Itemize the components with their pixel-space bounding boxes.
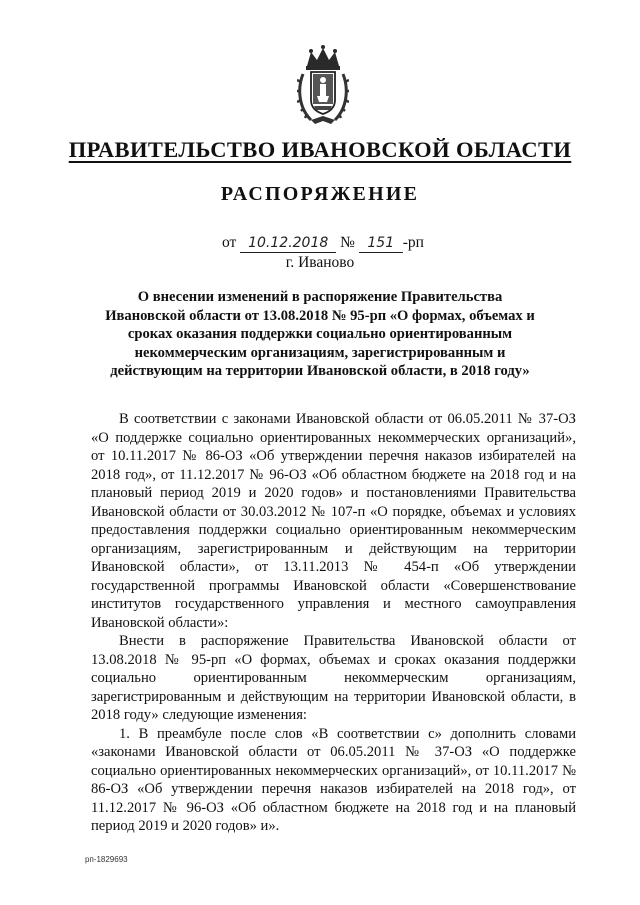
from-label: от	[222, 234, 237, 251]
order-date: 10.12.2018	[240, 235, 336, 253]
order-number: 151	[359, 235, 403, 253]
document-body	[91, 410, 576, 836]
body-paragraph: Внести в распоряжение Правительства Ивановской области от 13.08.2018 № 95-рп «О формах, объемах и сроках оказания поддержки социально ориентированным некоммерческим организациям, зарегистрированным и действующим на территории Ивановской области, в 2018 году» следующие изменения:	[91, 633, 576, 723]
government-title: ПРАВИТЕЛЬСТВО ИВАНОВСКОЙ ОБЛАСТИ	[68, 137, 572, 162]
document-subject: О внесении изменений в распоряжение Правительства Ивановской области от 13.08.2018 № 95-рп «О формах, объемах и сроках оказания поддержки социально ориентированным некоммерческим организациям, зарегистрированным и действующим на территории Ивановской области, в 2018 году»	[105, 289, 535, 380]
city-name: г. Иваново	[285, 254, 355, 271]
document-code: рп-1829693	[85, 855, 128, 864]
order-suffix: -рп	[402, 234, 424, 251]
body-paragraph: 1. В преамбуле после слов «В соответствии с» дополнить словами «законами Ивановской области от 06.05.2011 № 37-ОЗ «О поддержке социально ориентированных некоммерческих организаций», от 10.11.2017 № 86-ОЗ «Об утверждении перечня наказов избирателей на 2018 год», от 11.12.2017 № 96-ОЗ «Об областном бюджете на 2018 год и на плановый период 2019 и 2020 годов» и».	[91, 725, 576, 834]
document-type-title: РАСПОРЯЖЕНИЕ	[220, 183, 420, 205]
number-label: №	[340, 234, 355, 251]
ivanovo-coat-of-arms-icon	[297, 44, 349, 126]
body-paragraph: В соответствии с законами Ивановской области от 06.05.2011 № 37-ОЗ «О поддержке социально ориентированных некоммерческих организаций», от 10.11.2017 № 86-ОЗ «Об утверждении перечня наказов избирателей на 2018 год», от 11.12.2017 № 96-ОЗ «Об областном бюджете на 2018 год и на плановый период 2019 и 2020 годов» и постановлениями Правительства Ивановской области от 30.03.2012 № 107-п «О порядке, объемах и условиях предоставления поддержки социально ориентированным некоммерческим организациям, зарегистрированным и действующим на территории Ивановской области», от 13.11.2013 № 454-п «Об утверждении государственной программы Ивановской области «Совершенствование институтов государственного управления и местного самоуправления Ивановской области»:	[91, 411, 576, 631]
order-date-number-line	[222, 234, 424, 253]
